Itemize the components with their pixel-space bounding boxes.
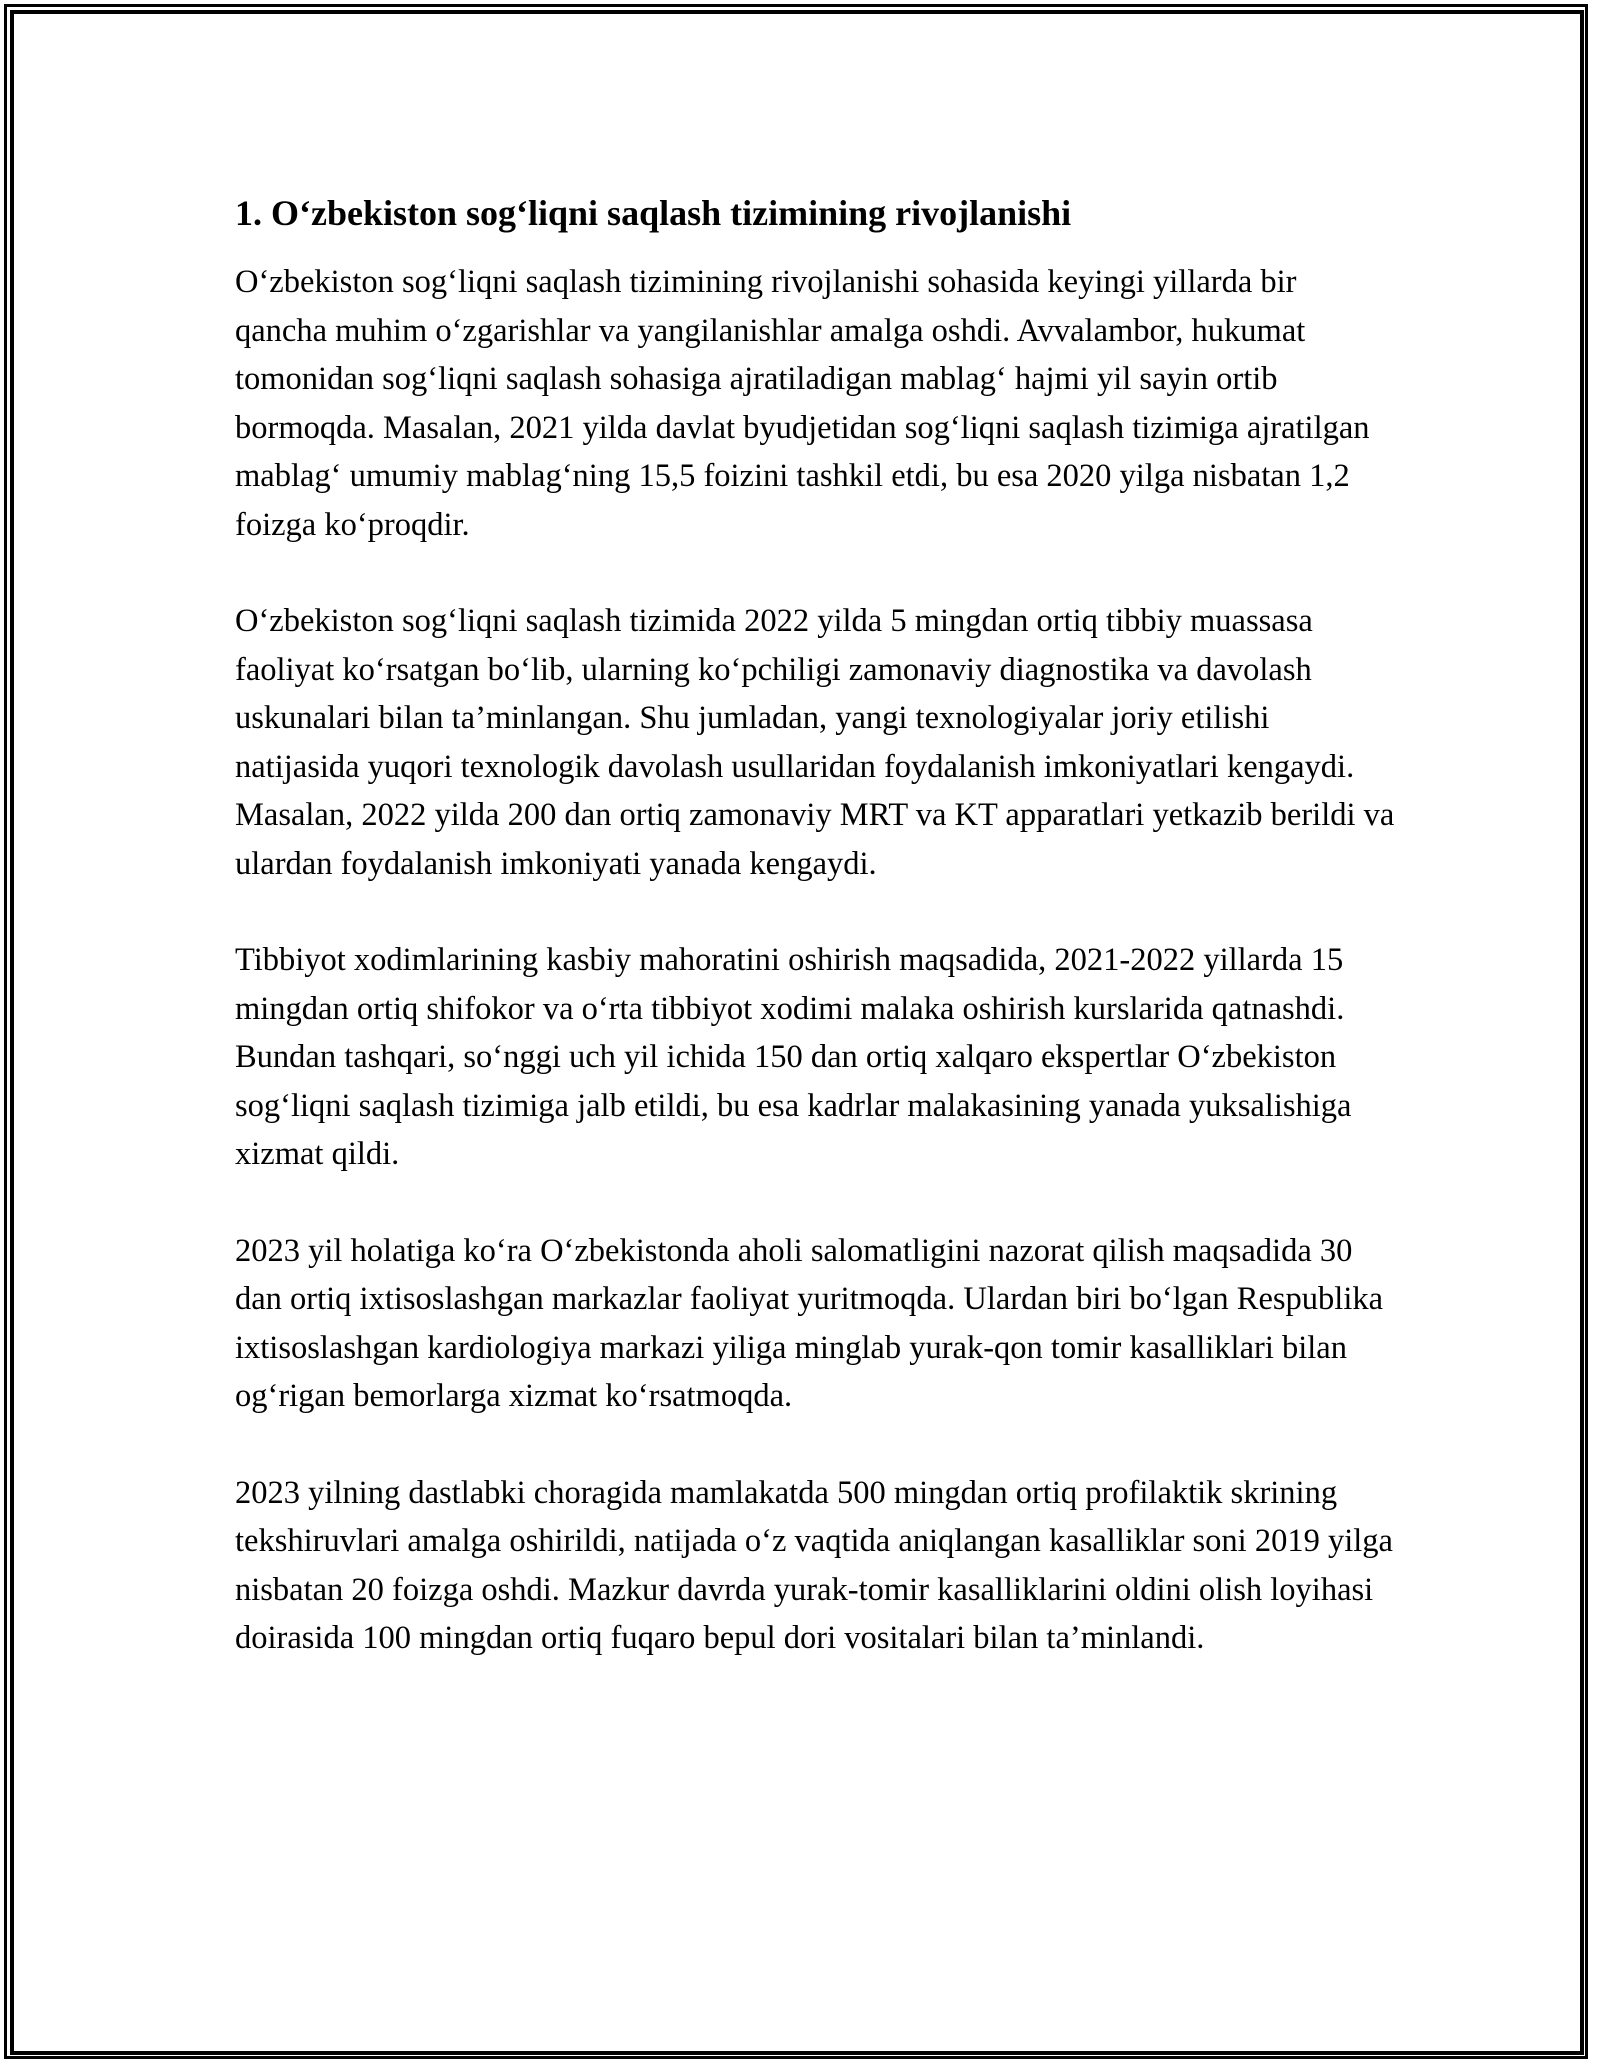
paragraph-staff-training: Tibbiyot xodimlarining kasbiy mahoratini oshirish maqsadida, 2021-2022 yillarda 15 mingdan ortiq shifokor va o‘rta tibbiyot xodimi malaka oshirish kurslarida qatnashdi. Bundan tashqari, so‘nggi uch yil ichida 150 dan ortiq xalqaro ekspertlar O‘zbekiston sog‘liqni saqlash tizimiga jalb etildi, bu esa kadrlar malakasining yanada yuksalishiga xizmat qildi. — [235, 942, 1352, 1172]
paragraph-screening: 2023 yilning dastlabki choragida mamlakatda 500 mingdan ortiq profilaktik skrining tekshiruvlari amalga oshirildi, natijada o‘z vaqtida aniqlangan kasalliklar soni 2019 yilga nisbatan 20 foizga oshdi. Mazkur davrda yurak-tomir kasalliklarini oldini olish loyihasi doirasida 100 mingdan ortiq fuqaro bepul dori vositalari bilan ta’minlandi. — [235, 1474, 1393, 1656]
section-title: 1. O‘zbekiston sog‘liqni saqlash tizimining rivojlanishi — [235, 193, 1072, 233]
paragraph-specialized-centers: 2023 yil holatiga ko‘ra O‘zbekistonda aholi salomatligini nazorat qilish maqsadida 30 dan ortiq ixtisoslashgan markazlar faoliyat yuritmoqda. Ulardan biri bo‘lgan Respublika ixtisoslashgan kardiologiya markazi yiliga minglab yurak-qon tomir kasalliklari bilan og‘rigan bemorlarga xizmat ko‘rsatmoqda. — [235, 1232, 1384, 1414]
paragraph-medical-institutions: O‘zbekiston sog‘liqni saqlash tizimida 2022 yilda 5 mingdan ortiq tibbiy muassasa faoliyat ko‘rsatgan bo‘lib, ularning ko‘pchiligi zamonaviy diagnostika va davolash uskunalari bilan ta’minlangan. Shu jumladan, yangi texnologiyalar joriy etilishi natijasida yuqori texnologik davolash usullaridan foydalanish imkoniyatlari kengaydi. Masalan, 2022 yilda 200 dan ortiq zamonaviy MRT va KT apparatlari yetkazib berildi va ulardan foydalanish imkoniyati yanada kengaydi. — [235, 603, 1395, 882]
document-body — [235, 190, 1395, 1711]
paragraph-budget: O‘zbekiston sog‘liqni saqlash tizimining rivojlanishi sohasida keyingi yillarda bir qancha muhim o‘zgarishlar va yangilanishlar amalga oshdi. Avvalambor, hukumat tomonidan sog‘liqni saqlash sohasiga ajratiladigan mablag‘ hajmi yil sayin ortib bormoqda. Masalan, 2021 yilda davlat byudjetidan sog‘liqni saqlash tizimiga ajratilgan mablag‘ umumiy mablag‘ning 15,5 foizini tashkil etdi, bu esa 2020 yilga nisbatan 1,2 foizga ko‘proqdir. — [235, 264, 1370, 543]
